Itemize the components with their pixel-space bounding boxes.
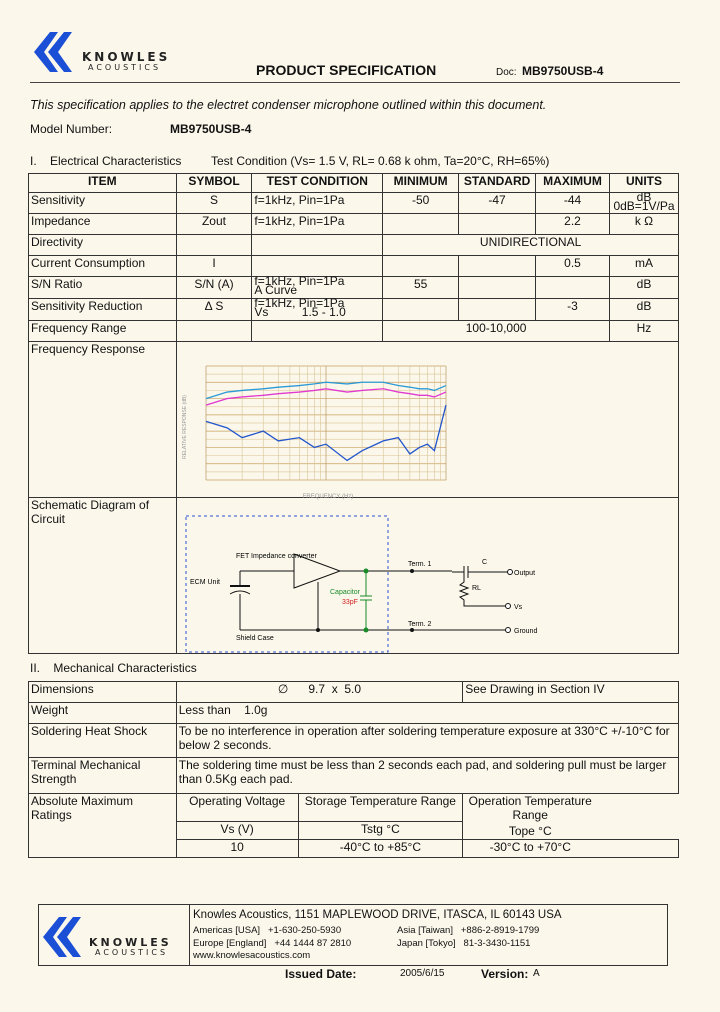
ratings-header-operation <box>463 794 679 840</box>
rl-label: RL <box>472 585 481 592</box>
cell-condition: f=1kHz, Pin=1Pa <box>252 193 383 214</box>
chart-ylabel: RELATIVE RESPONSE (dB) <box>182 395 188 459</box>
ratings-symbol-tstg: Tstg °C <box>298 822 463 840</box>
cell-symbol: I <box>176 256 252 277</box>
cell-min <box>383 214 459 235</box>
frequency-response-label: Frequency Response <box>29 342 177 498</box>
footer-box <box>38 904 668 966</box>
cell-condition: f=1kHz, Pin=1Pa <box>252 214 383 235</box>
ratings-value-tope: -30°C to +70°C <box>489 840 571 854</box>
mechanical-table <box>28 681 679 858</box>
cell-unit: Hz <box>609 321 678 342</box>
terminal-value: The soldering time must be less than 2 seconds each pad, and soldering pull must be larger than 0.5Kg each pad. <box>176 758 678 794</box>
footer-divider <box>189 905 190 965</box>
cell-condition <box>252 321 383 342</box>
header-item: ITEM <box>29 174 177 193</box>
terminal-label: Terminal Mechanical Strength <box>29 758 177 794</box>
ratings-header-storage: Storage Temperature Range <box>298 794 463 822</box>
dimensions-label: Dimensions <box>29 682 177 703</box>
table-row <box>29 277 679 299</box>
cell-unit: dB <box>609 277 678 299</box>
header-minimum: MINIMUM <box>383 174 459 193</box>
cell-min: -50 <box>383 193 459 214</box>
header-units: UNITS <box>609 174 678 193</box>
table-row <box>29 321 679 342</box>
cell-max: -44 <box>536 193 610 214</box>
schematic-label: Schematic Diagram of Circuit <box>29 498 177 654</box>
vs-label: Vs <box>514 604 523 611</box>
page-title: PRODUCT SPECIFICATION <box>256 62 437 78</box>
weight-value: Less than 1.0g <box>176 703 678 724</box>
shield-case-label: Shield Case <box>236 635 274 642</box>
logo-mark-icon <box>32 28 82 76</box>
footer-logo-mark-icon <box>41 913 91 961</box>
model-label: Model Number: <box>30 122 113 136</box>
cell-symbol <box>176 235 252 256</box>
cell-std <box>459 299 536 321</box>
term2-label: Term. 2 <box>408 621 432 628</box>
cell-item: Current Consumption <box>29 256 177 277</box>
ratings-value-vs: 10 <box>176 840 298 858</box>
dimensions-note: See Drawing in Section IV <box>463 682 679 703</box>
capacitor-label: Capacitor <box>330 589 360 596</box>
footer-logo-sub: ACOUSTICS <box>95 948 169 957</box>
cell-item: Sensitivity <box>29 193 177 214</box>
weight-label: Weight <box>29 703 177 724</box>
frequency-response-chart <box>178 352 468 502</box>
test-condition: Test Condition (Vs= 1.5 V, RL= 0.68 k ohm, Ta=20°C, RH=65%) <box>211 154 550 168</box>
chart-xlabel: FREQUENCY (Hz) <box>302 494 354 500</box>
header-maximum: MAXIMUM <box>536 174 610 193</box>
fet-label: FET Impedance converter <box>236 553 317 560</box>
footer-asia: Asia [Taiwan] +886-2-8919-1799 <box>397 925 540 936</box>
doc-number: MB9750USB-4 <box>522 64 604 78</box>
cell-condition: f=1kHz, Pin=1Pa Vs 1.5 - 1.0 <box>252 299 383 321</box>
header-standard: STANDARD <box>459 174 536 193</box>
output-terminal-icon <box>508 570 513 575</box>
section-mechanical: II. Mechanical Characteristics <box>30 661 197 675</box>
cell-symbol: S <box>176 193 252 214</box>
cell-min <box>383 299 459 321</box>
cell-item: Sensitivity Reduction <box>29 299 177 321</box>
issued-value: 2005/6/15 <box>400 968 445 979</box>
section-electrical: I. Electrical Characteristics <box>30 154 182 168</box>
ecm-label: ECM Unit <box>190 579 220 586</box>
cell-symbol <box>176 321 252 342</box>
output-label: Output <box>514 570 536 577</box>
ratings-value-tope-cell <box>463 840 679 858</box>
header-rule <box>30 82 680 83</box>
cell-max: 2.2 <box>536 214 610 235</box>
cell-std <box>459 277 536 299</box>
cell-condition: f=1kHz, Pin=1Pa A Curve <box>252 277 383 299</box>
cell-unit: mA <box>609 256 678 277</box>
cell-item: Frequency Range <box>29 321 177 342</box>
cell-unit: dB 0dB=1V/Pa <box>609 193 678 214</box>
knowles-logo <box>32 28 182 76</box>
version-value: A <box>533 968 540 979</box>
dimensions-value: ∅ 9.7 x 5.0 <box>176 682 463 703</box>
cell-item: S/N Ratio <box>29 277 177 299</box>
footer-europe: Europe [England] +44 1444 87 2810 <box>193 938 352 949</box>
cell-max: 0.5 <box>536 256 610 277</box>
solder-label: Soldering Heat Shock <box>29 724 177 758</box>
header-test-condition: TEST CONDITION <box>252 174 383 193</box>
term1-label: Term. 1 <box>408 561 432 568</box>
c-label: C <box>482 559 488 566</box>
cell-item: Directivity <box>29 235 177 256</box>
cell-symbol: S/N (A) <box>176 277 252 299</box>
model-value: MB9750USB-4 <box>170 122 252 136</box>
ground-label: Ground <box>514 628 538 635</box>
cell-min <box>383 256 459 277</box>
footer-japan: Japan [Tokyo] 81-3-3430-1151 <box>397 938 531 949</box>
logo-name: KNOWLES <box>82 50 171 64</box>
footer-company: Knowles Acoustics, 1151 MAPLEWOOD DRIVE, ITASCA, IL 60143 USA <box>193 909 562 921</box>
footer-web[interactable]: www.knowlesacoustics.com <box>193 950 311 961</box>
cell-std: 100-10,000 <box>383 321 610 342</box>
cell-unit: dB <box>609 299 678 321</box>
cell-std: -47 <box>459 193 536 214</box>
cell-std <box>459 214 536 235</box>
header-symbol: SYMBOL <box>176 174 252 193</box>
cell-condition <box>252 235 383 256</box>
schematic-diagram <box>180 508 550 656</box>
vs-terminal-icon <box>506 604 511 609</box>
intro-text: This specification applies to the electret condenser microphone outlined within this document. <box>30 98 547 112</box>
rl-resistor-icon <box>460 572 506 606</box>
ratings-header-operation-text: Operation Temperature Range <box>468 794 592 822</box>
ratings-symbol-vs: Vs (V) <box>176 822 298 840</box>
ratings-value-tstg: -40°C to +85°C <box>298 840 463 858</box>
cell-min: 55 <box>383 277 459 299</box>
ratings-header-voltage: Operating Voltage <box>176 794 298 822</box>
capacitor-value: 33pF <box>342 599 358 606</box>
issued-label: Issued Date: <box>285 967 357 981</box>
chart-grid <box>206 366 446 480</box>
table-row <box>29 235 679 256</box>
logo-sub: ACOUSTICS <box>88 63 162 72</box>
table-row <box>29 193 679 214</box>
ratings-label: Absolute Maximum Ratings <box>29 794 177 858</box>
footer-americas: Americas [USA] +1-630-250-5930 <box>193 925 342 936</box>
cell-std: UNIDIRECTIONAL <box>383 235 679 256</box>
table-row <box>29 214 679 235</box>
cell-max: -3 <box>536 299 610 321</box>
cell-unit: k Ω <box>609 214 678 235</box>
solder-value: To be no interference in operation after soldering temperature exposure at 330°C +/-10°C for below 2 seconds. <box>176 724 678 758</box>
version-label: Version: <box>481 967 529 981</box>
cell-max <box>536 277 610 299</box>
cell-symbol: Zout <box>176 214 252 235</box>
cell-item: Impedance <box>29 214 177 235</box>
ground-terminal-icon <box>506 628 511 633</box>
table-row <box>29 256 679 277</box>
cell-std <box>459 256 536 277</box>
table-row <box>29 299 679 321</box>
cell-symbol: Δ S <box>176 299 252 321</box>
ratings-symbol-tope: Tope °C <box>508 824 552 838</box>
footer-logo-name: KNOWLES <box>89 936 172 949</box>
doc-label: Doc: <box>496 67 517 78</box>
